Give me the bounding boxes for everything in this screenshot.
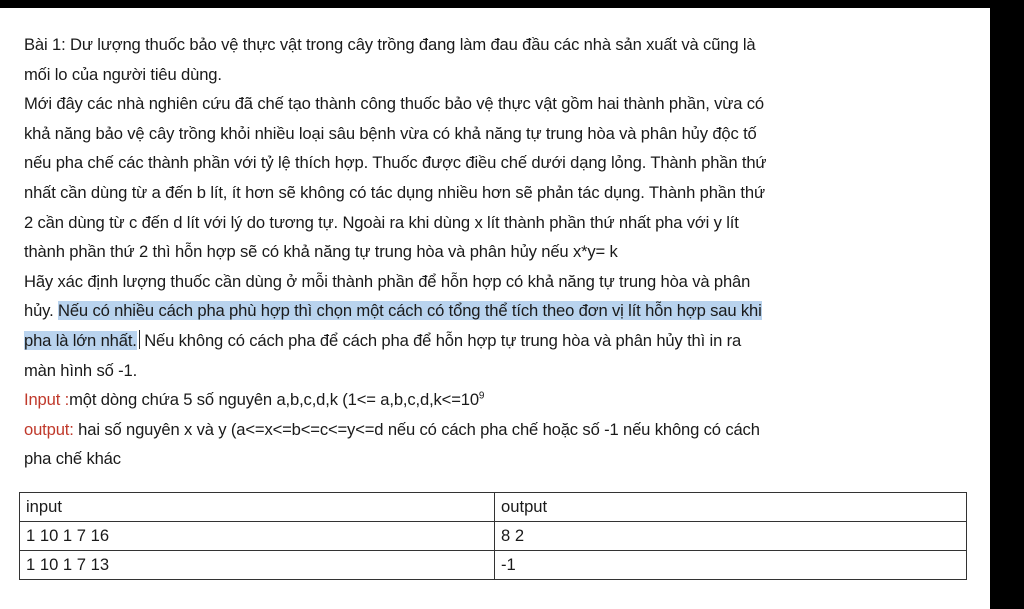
table-row: [20, 551, 967, 580]
input-spec: [24, 385, 969, 415]
body-line-8: [24, 296, 969, 326]
body-line-6: thành phần thứ 2 thì hỗn hợp sẽ có khả năng tự trung hòa và phân hủy nếu x*y= k: [24, 242, 618, 262]
cell-output: 8 2: [495, 522, 967, 551]
body-line-2: khả năng bảo vệ cây trồng khỏi nhiều loại sâu bệnh vừa có khả năng tự trung hòa và phân hủy độc tố: [24, 123, 757, 143]
output-text: hai số nguyên x và y (a<=x<=b<=c<=y<=d nếu có cách pha chế hoặc số -1 nếu không có cách: [73, 419, 760, 439]
body-line-1: Mới đây các nhà nghiên cứu đã chế tạo thành công thuốc bảo vệ thực vật gồm hai thành phần, vừa có: [24, 94, 764, 114]
header-output: output: [495, 493, 967, 522]
io-example-table: [19, 492, 967, 580]
body-line-9: [24, 326, 969, 356]
selected-text-end[interactable]: pha là lớn nhất.: [24, 330, 137, 350]
body-line-7: Hãy xác định lượng thuốc cần dùng ở mỗi thành phần để hỗn hợp có khả năng tự trung hòa và phân: [24, 271, 751, 291]
selected-text[interactable]: Nếu có nhiều cách pha phù hợp thì chọn một cách có tổng thể tích theo đơn vị lít hỗn hợp sau khi: [58, 301, 762, 321]
title-line-1: Bài 1: Dư lượng thuốc bảo vệ thực vật trong cây trồng đang làm đau đầu các nhà sản xuất và cũng là: [24, 35, 756, 54]
input-exponent: 9: [478, 390, 485, 402]
body-line-10: màn hình số -1.: [24, 360, 138, 380]
title-line-2: mối lo của người tiêu dùng.: [24, 64, 222, 84]
body-line-5: 2 cần dùng từ c đến d lít với lý do tương tự. Ngoài ra khi dùng x lít thành phần thứ nhất pha với y lít: [24, 212, 739, 232]
output-spec-cont: pha chế khác: [24, 449, 121, 469]
cell-input: 1 10 1 7 16: [20, 522, 495, 551]
output-label: output:: [24, 419, 74, 439]
input-text: một dòng chứa 5 số nguyên a,b,c,d,k (1<= a,b,c,d,k<=10: [69, 390, 479, 410]
table-header-row: [20, 493, 967, 522]
problem-statement: [24, 30, 969, 474]
body-line-8-plain: hủy.: [24, 301, 58, 321]
cell-input: 1 10 1 7 13: [20, 551, 495, 580]
cell-output: -1: [495, 551, 967, 580]
body-line-9-plain: Nếu không có cách pha để cách pha để hỗn hợp tự trung hòa và phân hủy thì in ra: [139, 330, 742, 350]
table-row: [20, 522, 967, 551]
body-line-3: nếu pha chế các thành phần với tỷ lệ thích hợp. Thuốc được điều chế dưới dạng lỏng. Thành phần thứ: [24, 153, 767, 173]
output-spec: [24, 415, 969, 445]
right-edge: [990, 0, 1024, 609]
input-label: Input :: [24, 390, 70, 410]
top-edge: [0, 0, 1024, 8]
header-input: input: [20, 493, 495, 522]
body-line-4: nhất cần dùng từ a đến b lít, ít hơn sẽ không có tác dụng nhiều hơn sẽ phản tác dụng. Thành phần thứ: [24, 182, 765, 202]
